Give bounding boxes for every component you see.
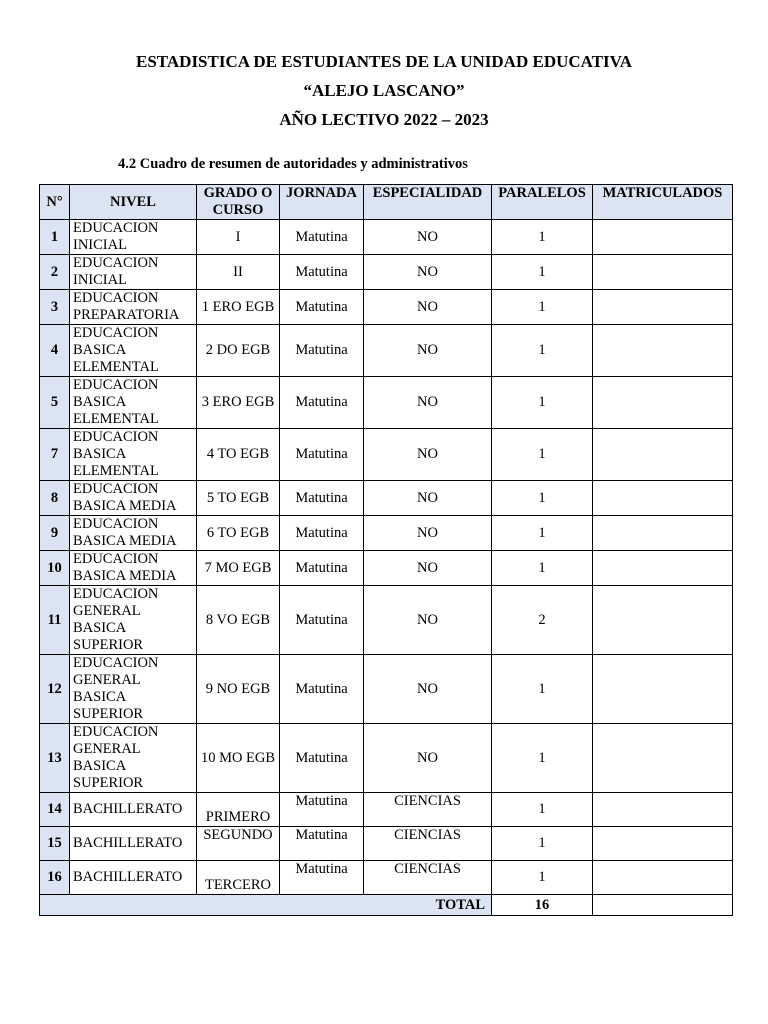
cell-especialidad: NO: [364, 377, 492, 429]
cell-especialidad: NO: [364, 290, 492, 325]
cell-paralelos: 1: [492, 255, 593, 290]
cell-grado: 2 DO EGB: [197, 325, 280, 377]
cell-matriculados: [593, 516, 733, 551]
cell-nivel: EDUCACION INICIAL: [70, 220, 197, 255]
cell-nivel: EDUCACION BASICA ELEMENTAL: [70, 325, 197, 377]
cell-nivel: EDUCACION BASICA MEDIA: [70, 551, 197, 586]
cell-nivel: EDUCACION INICIAL: [70, 255, 197, 290]
row-number: 12: [40, 655, 70, 724]
cell-matriculados: [593, 586, 733, 655]
cell-especialidad: CIENCIAS: [364, 861, 492, 895]
cell-matriculados: [593, 551, 733, 586]
cell-paralelos: 1: [492, 290, 593, 325]
table-row: [40, 255, 733, 290]
row-number: 10: [40, 551, 70, 586]
cell-jornada: Matutina: [280, 724, 364, 793]
cell-grado: 10 MO EGB: [197, 724, 280, 793]
cell-matriculados: [593, 827, 733, 861]
summary-table: [39, 184, 733, 916]
cell-paralelos: 1: [492, 429, 593, 481]
cell-especialidad: NO: [364, 481, 492, 516]
header-grado: GRADO O CURSO: [197, 185, 280, 220]
cell-paralelos: 1: [492, 861, 593, 895]
cell-grado: 4 TO EGB: [197, 429, 280, 481]
row-number: 3: [40, 290, 70, 325]
cell-nivel: EDUCACION PREPARATORIA: [70, 290, 197, 325]
header-matriculados: MATRICULADOS: [593, 185, 733, 220]
table-row: [40, 793, 733, 827]
table-row: [40, 861, 733, 895]
cell-especialidad: NO: [364, 220, 492, 255]
table-row: [40, 551, 733, 586]
cell-jornada: Matutina: [280, 377, 364, 429]
cell-nivel: EDUCACION BASICA ELEMENTAL: [70, 377, 197, 429]
cell-jornada: Matutina: [280, 655, 364, 724]
cell-especialidad: NO: [364, 586, 492, 655]
cell-grado: TERCERO: [197, 861, 280, 895]
cell-matriculados: [593, 861, 733, 895]
document-title-line-3: AÑO LECTIVO 2022 – 2023: [279, 110, 489, 129]
row-number: 16: [40, 861, 70, 895]
cell-grado: 3 ERO EGB: [197, 377, 280, 429]
cell-jornada: Matutina: [280, 325, 364, 377]
cell-paralelos: 1: [492, 724, 593, 793]
cell-grado: 7 MO EGB: [197, 551, 280, 586]
cell-matriculados: [593, 377, 733, 429]
row-number: 11: [40, 586, 70, 655]
row-number: 14: [40, 793, 70, 827]
cell-nivel: BACHILLERATO: [70, 827, 197, 861]
cell-paralelos: 1: [492, 325, 593, 377]
table-row: [40, 724, 733, 793]
cell-jornada: Matutina: [280, 255, 364, 290]
header-jornada: JORNADA: [280, 185, 364, 220]
cell-especialidad: NO: [364, 255, 492, 290]
table-row: [40, 377, 733, 429]
table-row: [40, 586, 733, 655]
cell-matriculados: [593, 655, 733, 724]
cell-especialidad: NO: [364, 655, 492, 724]
cell-especialidad: NO: [364, 516, 492, 551]
row-number: 9: [40, 516, 70, 551]
cell-matriculados: [593, 724, 733, 793]
cell-nivel: EDUCACION BASICA MEDIA: [70, 516, 197, 551]
table-row: [40, 290, 733, 325]
cell-jornada: Matutina: [280, 827, 364, 861]
cell-jornada: Matutina: [280, 429, 364, 481]
cell-grado: 1 ERO EGB: [197, 290, 280, 325]
cell-especialidad: CIENCIAS: [364, 827, 492, 861]
row-number: 15: [40, 827, 70, 861]
document-title-line-1: ESTADISTICA DE ESTUDIANTES DE LA UNIDAD EDUCATIVA: [136, 52, 632, 71]
table-row: [40, 220, 733, 255]
cell-matriculados: [593, 793, 733, 827]
cell-nivel: EDUCACION GENERAL BASICA SUPERIOR: [70, 655, 197, 724]
cell-grado: PRIMERO: [197, 793, 280, 827]
cell-nivel: EDUCACION GENERAL BASICA SUPERIOR: [70, 586, 197, 655]
cell-paralelos: 1: [492, 377, 593, 429]
cell-jornada: Matutina: [280, 861, 364, 895]
cell-grado: 5 TO EGB: [197, 481, 280, 516]
cell-paralelos: 1: [492, 655, 593, 724]
row-number: 8: [40, 481, 70, 516]
cell-paralelos: 1: [492, 220, 593, 255]
cell-jornada: Matutina: [280, 586, 364, 655]
table-row: [40, 481, 733, 516]
cell-especialidad: NO: [364, 325, 492, 377]
cell-especialidad: NO: [364, 724, 492, 793]
row-number: 13: [40, 724, 70, 793]
table-row: [40, 325, 733, 377]
row-number: 1: [40, 220, 70, 255]
table-row: [40, 655, 733, 724]
header-n: N°: [40, 185, 70, 220]
cell-matriculados: [593, 255, 733, 290]
header-paralelos: PARALELOS: [492, 185, 593, 220]
table-row: [40, 827, 733, 861]
cell-paralelos: 1: [492, 793, 593, 827]
cell-grado: I: [197, 220, 280, 255]
cell-especialidad: CIENCIAS: [364, 793, 492, 827]
cell-matriculados: [593, 429, 733, 481]
cell-jornada: Matutina: [280, 290, 364, 325]
cell-grado: 8 VO EGB: [197, 586, 280, 655]
header-especialidad: ESPECIALIDAD: [364, 185, 492, 220]
table-header-row: [40, 185, 733, 220]
table-row: [40, 516, 733, 551]
cell-matriculados: [593, 325, 733, 377]
row-number: 7: [40, 429, 70, 481]
total-label: TOTAL: [40, 895, 492, 916]
row-number: 2: [40, 255, 70, 290]
cell-especialidad: NO: [364, 551, 492, 586]
cell-jornada: Matutina: [280, 220, 364, 255]
header-nivel: NIVEL: [70, 185, 197, 220]
cell-jornada: Matutina: [280, 793, 364, 827]
cell-nivel: EDUCACION BASICA MEDIA: [70, 481, 197, 516]
cell-paralelos: 1: [492, 516, 593, 551]
cell-grado: 9 NO EGB: [197, 655, 280, 724]
total-matriculados: [593, 895, 733, 916]
cell-nivel: EDUCACION BASICA ELEMENTAL: [70, 429, 197, 481]
cell-nivel: BACHILLERATO: [70, 861, 197, 895]
total-row: [40, 895, 733, 916]
cell-jornada: Matutina: [280, 516, 364, 551]
cell-matriculados: [593, 220, 733, 255]
cell-jornada: Matutina: [280, 481, 364, 516]
cell-especialidad: NO: [364, 429, 492, 481]
cell-nivel: EDUCACION GENERAL BASICA SUPERIOR: [70, 724, 197, 793]
cell-matriculados: [593, 481, 733, 516]
row-number: 5: [40, 377, 70, 429]
row-number: 4: [40, 325, 70, 377]
total-paralelos: 16: [492, 895, 593, 916]
cell-paralelos: 1: [492, 827, 593, 861]
cell-nivel: BACHILLERATO: [70, 793, 197, 827]
table-row: [40, 429, 733, 481]
cell-matriculados: [593, 290, 733, 325]
cell-grado: SEGUNDO: [197, 827, 280, 861]
document-title-line-2: “ALEJO LASCANO”: [303, 81, 465, 100]
table-caption: 4.2 Cuadro de resumen de autoridades y administrativos: [118, 156, 468, 172]
cell-grado: II: [197, 255, 280, 290]
cell-paralelos: 2: [492, 586, 593, 655]
cell-paralelos: 1: [492, 481, 593, 516]
cell-paralelos: 1: [492, 551, 593, 586]
cell-grado: 6 TO EGB: [197, 516, 280, 551]
cell-jornada: Matutina: [280, 551, 364, 586]
